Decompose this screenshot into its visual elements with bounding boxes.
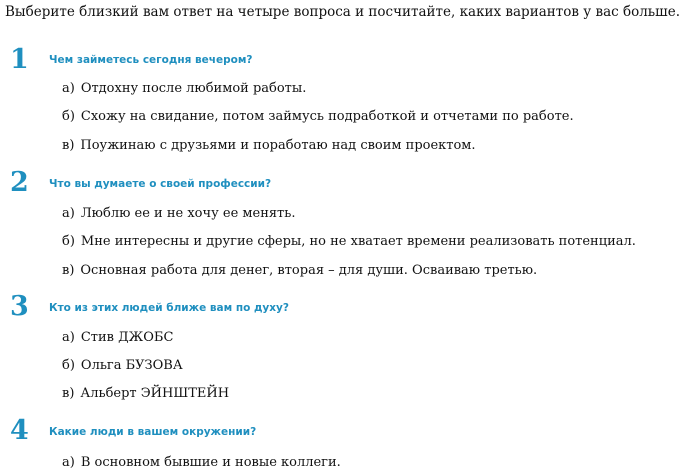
- option-letter: в): [62, 386, 75, 401]
- intro-text: Выберите близкий вам ответ на четыре вопроса и посчитайте, каких вариантов у вас больше.: [5, 4, 680, 20]
- option-letter: б): [62, 358, 75, 373]
- option-text: Люблю ее и не хочу ее менять.: [80, 206, 296, 221]
- option-text: Альберт ЭЙНШТЕЙН: [80, 386, 230, 401]
- question-number: 2: [10, 167, 29, 198]
- option-text: Ольга БУЗОВА: [80, 358, 183, 373]
- option-letter: в): [62, 263, 75, 278]
- answer-option[interactable]: [62, 137, 476, 155]
- option-letter: в): [62, 138, 75, 153]
- answer-option[interactable]: [62, 80, 306, 98]
- option-letter: а): [62, 330, 75, 345]
- option-letter: б): [62, 234, 75, 249]
- question-title: Какие люди в вашем окружении?: [49, 426, 257, 438]
- option-text: Схожу на свидание, потом займусь подработкой и отчетами по работе.: [80, 109, 574, 124]
- option-text: Отдохну после любимой работы.: [80, 81, 307, 96]
- question-title: Кто из этих людей ближе вам по духу?: [49, 302, 289, 314]
- question-number: 3: [10, 291, 29, 322]
- answer-option[interactable]: [62, 454, 341, 472]
- option-text: Поужинаю с друзьями и поработаю над своим проектом.: [80, 138, 476, 153]
- answer-option[interactable]: [62, 233, 636, 251]
- answer-option[interactable]: [62, 357, 183, 375]
- option-text: Основная работа для денег, вторая – для души. Осваиваю третью.: [80, 263, 538, 278]
- answer-option[interactable]: [62, 385, 229, 403]
- option-text: Мне интересны и другие сферы, но не хватает времени реализовать потенциал.: [80, 234, 636, 249]
- answer-option[interactable]: [62, 262, 537, 280]
- option-letter: а): [62, 81, 75, 96]
- answer-option[interactable]: [62, 205, 295, 223]
- answer-option[interactable]: [62, 329, 173, 347]
- question-title: Что вы думаете о своей профессии?: [49, 178, 272, 190]
- option-letter: а): [62, 206, 75, 221]
- answer-option[interactable]: [62, 108, 574, 126]
- option-letter: б): [62, 109, 75, 124]
- option-text: В основном бывшие и новые коллеги.: [80, 455, 341, 470]
- option-letter: а): [62, 455, 75, 470]
- question-title: Чем займетесь сегодня вечером?: [49, 54, 253, 66]
- question-number: 4: [10, 415, 29, 446]
- option-text: Стив ДЖОБС: [80, 330, 174, 345]
- question-number: 1: [10, 44, 29, 75]
